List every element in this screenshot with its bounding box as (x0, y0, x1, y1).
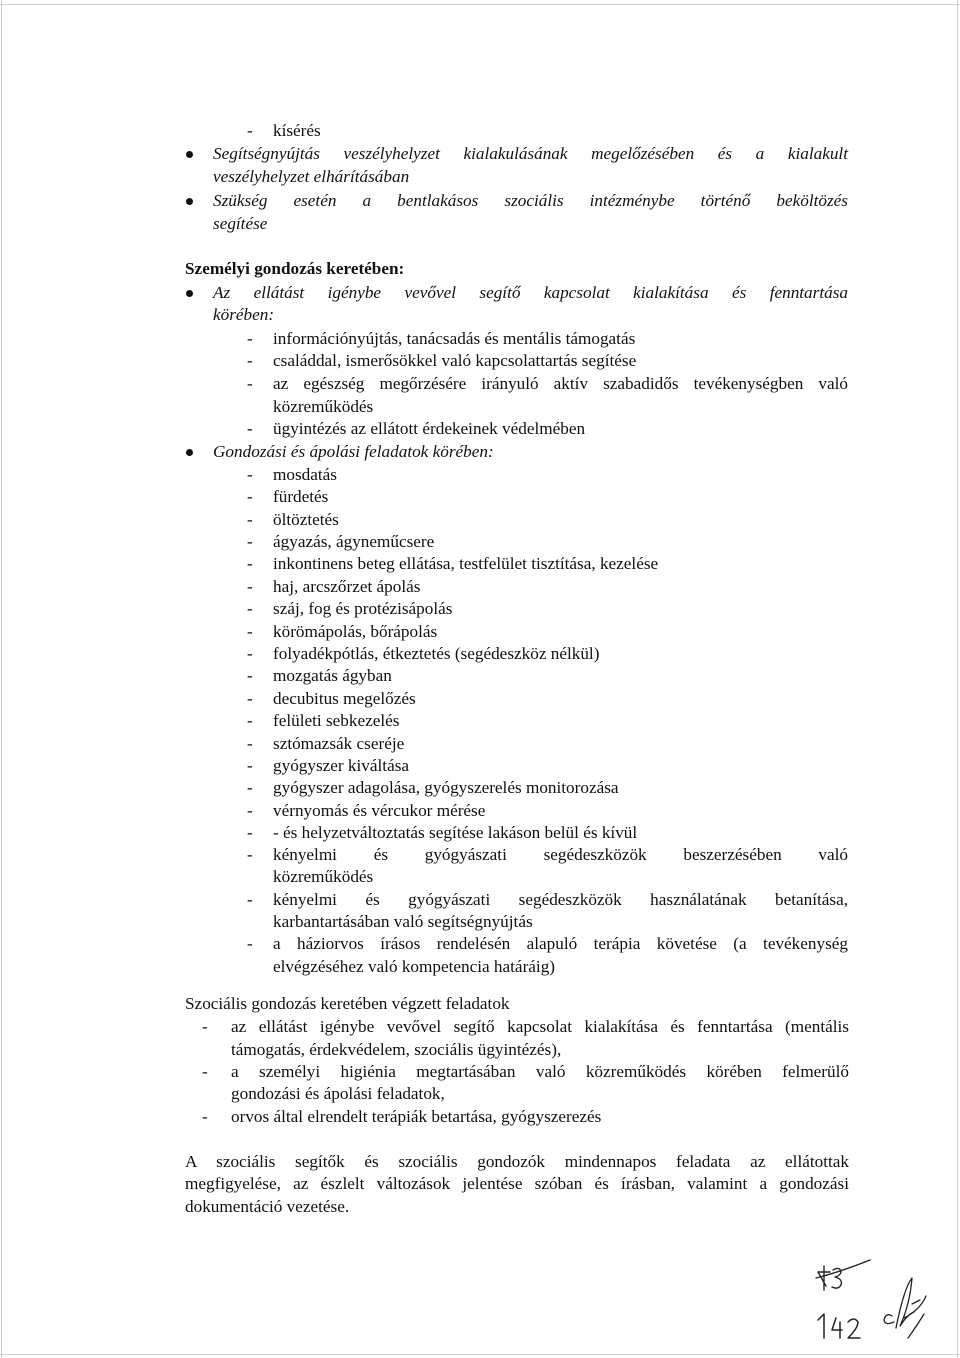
closing-paragraph-line: A szociális segítők és szociális gondozók mindennapos feladata az ellátottak (185, 1152, 849, 1171)
list-item: sztómazsák cseréje (273, 734, 405, 753)
dash-marker: - (247, 644, 253, 663)
dash-marker: - (247, 823, 253, 842)
list-item: decubitus megelőzés (273, 689, 416, 708)
list-item: száj, fog és protézisápolás (273, 599, 453, 618)
dash-marker: - (247, 351, 253, 370)
dash-marker: - (247, 734, 253, 753)
list-item-continued: elvégzéséhez való kompetencia határáig) (273, 957, 556, 976)
dash-marker: - (202, 1017, 208, 1036)
bullet-marker (186, 290, 193, 297)
list-item: - és helyzetváltoztatás segítése lakáson belül és kívül (273, 823, 638, 842)
dash-marker: - (247, 934, 253, 953)
intro-item: kísérés (273, 121, 321, 140)
list-item: kényelmi és gyógyászati segédeszközök használatának betanítása, (273, 890, 848, 909)
list-item: körömápolás, bőrápolás (273, 622, 438, 641)
dash-marker: - (247, 711, 253, 730)
dash-marker: - (247, 532, 253, 551)
list-item: mozgatás ágyban (273, 666, 392, 685)
list-item-continued: támogatás, érdekvédelem, szociális ügyintézés), (231, 1040, 562, 1059)
intro-item: Segítségnyújtás veszélyhelyzet kialakulásának megelőzésében és a kialakult (213, 144, 848, 163)
list-item: ügyintézés az ellátott érdekeinek védelmében (273, 419, 586, 438)
dash-marker: - (247, 419, 253, 438)
intro-item-continued: veszélyhelyzet elhárításában (213, 167, 410, 186)
dash-marker: - (202, 1062, 208, 1081)
signature (884, 1278, 926, 1338)
list-item: gyógyszer kiváltása (273, 756, 410, 775)
dash-marker: - (247, 778, 253, 797)
dash-marker: - (247, 487, 253, 506)
list-item: ágyazás, ágyneműcsere (273, 532, 435, 551)
contact-section-title-continued: körében: (213, 305, 275, 324)
care-section-title: Gondozási és ápolási feladatok körében: (213, 442, 494, 461)
dash-marker: - (247, 689, 253, 708)
list-item: családdal, ismerősökkel való kapcsolattartás segítése (273, 351, 637, 370)
dash-marker: - (247, 554, 253, 573)
dash-marker: - (247, 666, 253, 685)
dash-marker: - (247, 329, 253, 348)
personal-care-heading: Személyi gondozás keretében: (185, 259, 405, 278)
list-item: az ellátást igénybe vevővel segítő kapcsolat kialakítása és fenntartása (mentális (231, 1017, 849, 1036)
list-item: öltöztetés (273, 510, 339, 529)
list-item-continued: közreműködés (273, 397, 374, 416)
list-item: az egészség megőrzésére irányuló aktív szabadidős tevékenységben való (273, 374, 848, 393)
dash-marker: - (247, 622, 253, 641)
list-item-continued: karbantartásában való segítségnyújtás (273, 912, 533, 931)
scan-edge-bottom (0, 1354, 960, 1355)
closing-paragraph-line: dokumentáció vezetése. (185, 1197, 350, 1216)
handwritten-page-number (818, 1314, 860, 1338)
list-item: mosdatás (273, 465, 337, 484)
list-item: folyadékpótlás, étkeztetés (segédeszköz nélkül) (273, 644, 600, 663)
bullet-marker (186, 198, 193, 205)
list-item: a személyi higiénia megtartásában való közreműködés körében felmerülő (231, 1062, 849, 1081)
bullet-marker (186, 151, 193, 158)
dash-marker: - (202, 1107, 208, 1126)
list-item: orvos által elrendelt terápiák betartása, gyógyszerezés (231, 1107, 602, 1126)
intro-item: Szükség esetén a bentlakásos szociális intézménybe történő beköltözés (213, 191, 848, 210)
dash-marker: - (247, 801, 253, 820)
social-care-heading: Szociális gondozás keretében végzett feladatok (185, 994, 510, 1013)
list-item: információnyújtás, tanácsadás és mentális támogatás (273, 329, 636, 348)
dash-marker: - (247, 510, 253, 529)
scan-edge-top (0, 4, 960, 5)
list-item: haj, arcszőrzet ápolás (273, 577, 421, 596)
list-item-continued: gondozási és ápolási feladatok, (231, 1084, 445, 1103)
list-item: felületi sebkezelés (273, 711, 400, 730)
list-item: kényelmi és gyógyászati segédeszközök beszerzésében való (273, 845, 848, 864)
handwritten-old-page-number (816, 1260, 870, 1290)
scan-edge-right (957, 0, 958, 1358)
dash-marker: - (247, 374, 253, 393)
dash-marker: - (247, 756, 253, 775)
list-item: fürdetés (273, 487, 329, 506)
dash-marker: - (247, 465, 253, 484)
scan-edge-left (1, 0, 2, 1358)
list-item-continued: közreműködés (273, 867, 374, 886)
list-item: gyógyszer adagolása, gyógyszerelés monitorozása (273, 778, 619, 797)
contact-section-title: Az ellátást igénybe vevővel segítő kapcsolat kialakítása és fenntartása (213, 283, 848, 302)
dash-marker: - (247, 577, 253, 596)
bullet-marker (186, 449, 193, 456)
dash-marker: - (247, 845, 253, 864)
dash-marker: - (247, 890, 253, 909)
list-item: a háziorvos írásos rendelésén alapuló terápia követése (a tevékenység (273, 934, 848, 953)
handwritten-annotations (800, 1248, 950, 1348)
closing-paragraph-line: megfigyelése, az észlelt változások jelentése szóban és írásban, valamint a gondozási (185, 1174, 849, 1193)
dash-marker: - (247, 599, 253, 618)
dash-marker: - (247, 121, 253, 140)
intro-item-continued: segítése (213, 214, 268, 233)
list-item: vérnyomás és vércukor mérése (273, 801, 486, 820)
list-item: inkontinens beteg ellátása, testfelület tisztítása, kezelése (273, 554, 659, 573)
